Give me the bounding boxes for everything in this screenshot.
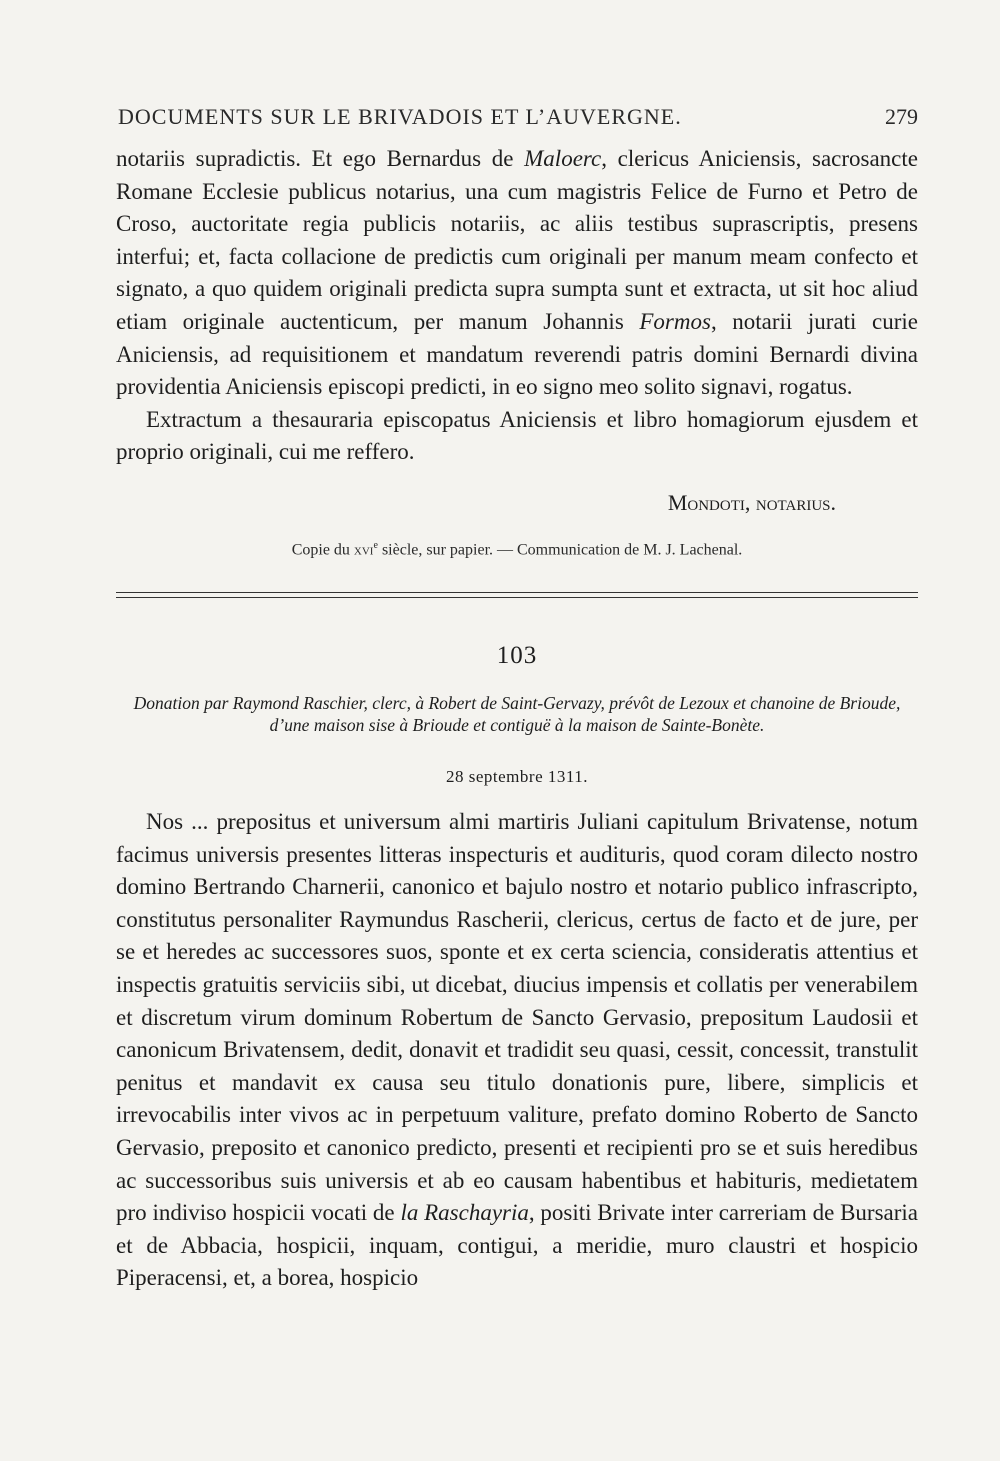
italic-name: Formos — [639, 308, 711, 334]
header-title: DOCUMENTS SUR LE BRIVADOIS ET L’AUVERGNE. — [118, 104, 682, 129]
document-date: 28 septembre 1311. — [446, 767, 588, 786]
extract-paragraph: Extractum a thesauraria episcopatus Aniciensis et libro homagiorum ejusdem et proprio originali, cui me reffero. — [116, 406, 918, 465]
page-number: 279 — [885, 104, 918, 129]
text-run: notariis supradictis. Et ego Bernardus de — [116, 146, 525, 171]
italic-name: la Raschayria — [400, 1200, 529, 1226]
note-century: xvi — [353, 541, 374, 559]
document-title: Donation par Raymond Raschier, clerc, à Robert de Saint-Gervazy, prévôt de Lezoux et chanoine de Brioude, d’une maison sise à Brioude et contiguë à la maison de Sainte-Bonète. — [133, 693, 901, 735]
paragraph-continuation — [116, 143, 918, 469]
document-number: 103 — [496, 642, 538, 669]
note-sup: e — [373, 540, 378, 551]
text-run: , notarii jurati curie Aniciensis, ad requisitionem et mandatum reverendi patris domini Bernardi divina providentia Aniciensis episcopi predicti, in eo signo meo solito signavi, rogatus. — [116, 308, 918, 400]
section-rule — [116, 592, 918, 593]
notary-signature: Mondoti, notarius. — [667, 490, 836, 515]
note-post: siècle, sur papier. — Communication de M. J. Lachenal. — [377, 541, 743, 559]
section-rule — [116, 597, 918, 598]
charter-text — [116, 806, 918, 1295]
running-header — [118, 104, 918, 130]
copy-note — [116, 540, 918, 559]
italic-name: Maloerc — [524, 146, 602, 171]
text-run: , clericus Aniciensis, sacrosancte Romane Ecclesie publicus notarius, una cum magistris Felice de Furno et Petro de Croso, auctoritate regia publicis notariis, ac aliis testibus suprascriptis, presens interfui; et, facta collacione de predictis cum originali per manum meam confecto et signato, a quo quidem originali predicta supra sumpta sunt et extracta, ut sit hoc aliud etiam originale auctenticum, per manum Johannis — [116, 146, 918, 334]
note-pre: Copie du — [291, 541, 354, 559]
text-run: , positi Brivate inter carreriam de Bursaria et de Abbacia, hospicii, inquam, contigui, a meridie, muro claustri et hospicio Piperacensi, et, a borea, hospicio — [116, 1200, 919, 1291]
text-run: Nos ... prepositus et universum almi martiris Juliani capitulum Brivatense, notum facimus universis presentes litteras inspecturis et audituris, quod coram dilecto nostro domino Bertrando Charnerii, canonico et bajulo nostro et notario publico infrascripto, constitutus personaliter Raymundus Rascherii, clericus, certus de facto et de jure, per se et heredes ac successores suos, sponte et ex certa sciencia, consideratis attentius et inspectis gratuitis serviciis sibi, ut dicebat, diucius impensis et collatis per venerabilem et discretum virum dominum Robertum de Sancto Gervasio, prepositum Laudosii et canonicum Brivatensem, dedit, donavit et tradidit seu quasi, cessit, concessit, transtulit penitus et mandavit ex causa seu titulo donationis pure, libere, simplicis et irrevocabilis inter vivos ac in perpetuum valiture, prefato domino Roberto de Sancto Gervasio, preposito et canonico predicto, presenti et recipienti pro se et suis heredibus ac successoribus suis universis et ab eo causam habentibus et habituris, medietatem pro indiviso hospicii vocati de — [116, 809, 918, 1226]
